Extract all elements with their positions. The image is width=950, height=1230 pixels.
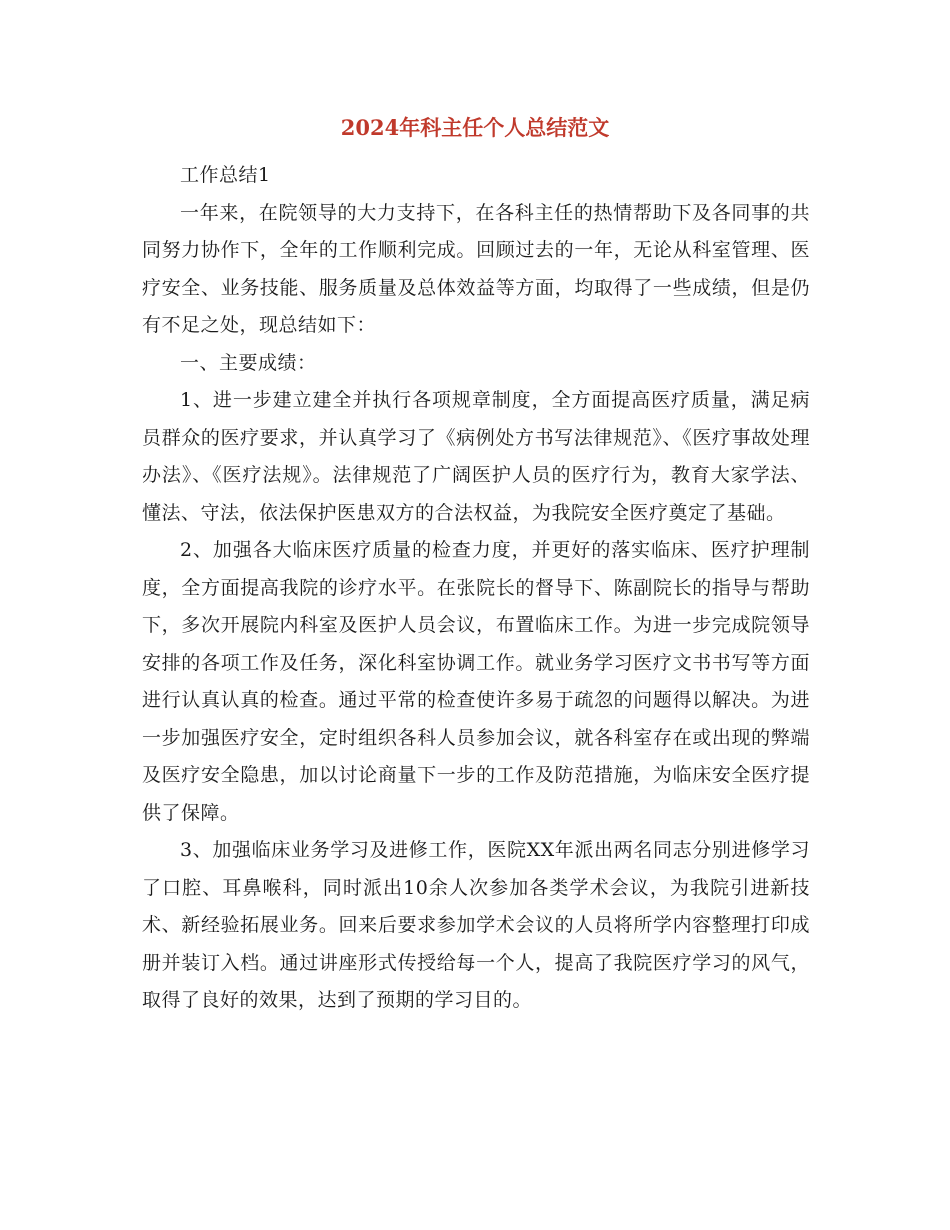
- achievement-paragraph-1: 1、进一步建立建全并执行各项规章制度，全方面提高医疗质量，满足病员群众的医疗要求，并认真学习了《病例处方书写法律规范》、《医疗事故处理办法》、《医疗法规》。法律规范了广阔医护人员的医疗行为，教育大家学法、懂法、守法，依法保护医患双方的合法权益，为我院安全医疗奠定了基础。: [142, 389, 810, 524]
- document-body: [142, 157, 810, 1020]
- intro-paragraph: 一年来，在院领导的大力支持下，在各科主任的热情帮助下及各同事的共同努力协作下，全年的工作顺利完成。回顾过去的一年，无论从科室管理、医疗安全、业务技能、服务质量及总体效益等方面，均取得了一些成绩，但是仍有不足之处，现总结如下：: [142, 201, 810, 336]
- document-title: 2024年科主任个人总结范文: [340, 115, 610, 140]
- section-heading-main-achievements: 一、主要成绩：: [180, 351, 317, 374]
- achievement-paragraph-3: 3、加强临床业务学习及进修工作，医院XX年派出两名同志分别进修学习了口腔、耳鼻喉科，同时派出10余人次参加各类学术会议，为我院引进新技术、新经验拓展业务。回来后要求参加学术会议的人员将所学内容整理打印成册并装订入档。通过讲座形式传授给每一个人，提高了我院医疗学习的风气，取得了良好的效果，达到了预期的学习目的。: [142, 839, 810, 1011]
- achievement-paragraph-2: 2、加强各大临床医疗质量的检查力度，并更好的落实临床、医疗护理制度，全方面提高我院的诊疗水平。在张院长的督导下、陈副院长的指导与帮助下，多次开展院内科室及医护人员会议，布置临床工作。为进一步完成院领导安排的各项工作及任务，深化科室协调工作。就业务学习医疗文书书写等方面进行认真认真的检查。通过平常的检查使许多易于疏忽的问题得以解决。为进一步加强医疗安全，定时组织各科人员参加会议，就各科室存在或出现的弊端及医疗安全隐患，加以讨论商量下一步的工作及防范措施，为临床安全医疗提供了保障。: [142, 539, 810, 824]
- section-heading-work-summary: 工作总结1: [180, 164, 271, 186]
